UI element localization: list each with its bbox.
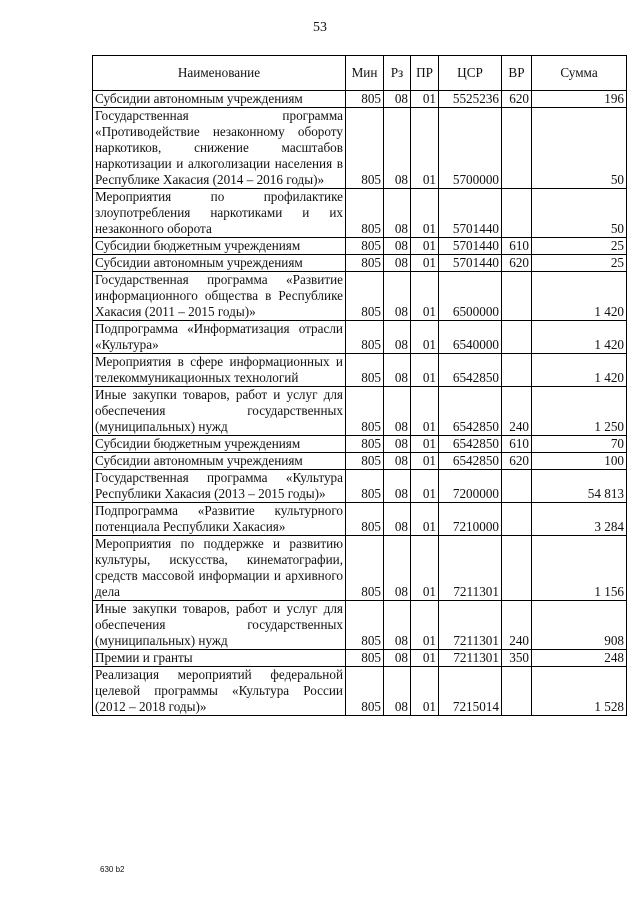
cell-vr: 620 [502,91,532,108]
cell-pr: 01 [411,387,439,436]
table-row [93,354,627,387]
cell-rz: 08 [384,436,411,453]
header-sum: Сумма [532,56,627,91]
cell-name: Государственная программа «Культура Республики Хакасия (2013 – 2015 годы)» [93,470,346,503]
cell-sum: 1 528 [532,667,627,716]
cell-pr: 01 [411,601,439,650]
cell-min: 805 [346,436,384,453]
cell-rz: 08 [384,470,411,503]
cell-rz: 08 [384,667,411,716]
cell-csr: 7211301 [439,536,502,601]
header-min: Мин [346,56,384,91]
cell-csr: 5701440 [439,238,502,255]
table-row [93,255,627,272]
cell-name: Мероприятия по поддержке и развитию культуры, искусства, кинематографии, средств массовой информации и архивного дела [93,536,346,601]
cell-pr: 01 [411,255,439,272]
cell-name: Субсидии автономным учреждениям [93,255,346,272]
cell-pr: 01 [411,453,439,470]
page-number: 53 [313,20,327,35]
table-body [93,91,627,716]
cell-vr [502,536,532,601]
cell-sum: 25 [532,255,627,272]
cell-rz: 08 [384,650,411,667]
cell-name: Субсидии бюджетным учреждениям [93,436,346,453]
cell-csr: 7211301 [439,650,502,667]
cell-min: 805 [346,255,384,272]
table-row [93,536,627,601]
cell-pr: 01 [411,503,439,536]
header-vr: ВР [502,56,532,91]
cell-min: 805 [346,189,384,238]
cell-min: 805 [346,108,384,189]
cell-min: 805 [346,238,384,255]
table-row [93,453,627,470]
cell-name: Премии и гранты [93,650,346,667]
table-row [93,91,627,108]
cell-pr: 01 [411,536,439,601]
table-header-row [93,56,627,91]
cell-sum: 1 420 [532,354,627,387]
table-row [93,601,627,650]
cell-name: Государственная программа «Развитие информационного общества в Республике Хакасия (2011 – 2015 годы)» [93,272,346,321]
cell-rz: 08 [384,272,411,321]
cell-pr: 01 [411,650,439,667]
cell-min: 805 [346,503,384,536]
cell-csr: 7215014 [439,667,502,716]
cell-pr: 01 [411,354,439,387]
cell-vr [502,321,532,354]
cell-sum: 1 420 [532,321,627,354]
cell-csr: 5700000 [439,108,502,189]
cell-csr: 7211301 [439,601,502,650]
cell-pr: 01 [411,238,439,255]
cell-rz: 08 [384,387,411,436]
cell-pr: 01 [411,272,439,321]
cell-pr: 01 [411,108,439,189]
table-row [93,436,627,453]
cell-min: 805 [346,650,384,667]
cell-name: Субсидии автономным учреждениям [93,91,346,108]
cell-vr: 350 [502,650,532,667]
cell-rz: 08 [384,321,411,354]
budget-table [92,55,627,716]
cell-rz: 08 [384,238,411,255]
header-rz: Рз [384,56,411,91]
cell-min: 805 [346,354,384,387]
cell-name: Иные закупки товаров, работ и услуг для обеспечения государственных (муниципальных) нужд [93,601,346,650]
cell-name: Реализация мероприятий федеральной целевой программы «Культура России (2012 – 2018 годы)» [93,667,346,716]
cell-sum: 70 [532,436,627,453]
cell-rz: 08 [384,503,411,536]
cell-rz: 08 [384,108,411,189]
cell-rz: 08 [384,601,411,650]
cell-vr [502,503,532,536]
cell-min: 805 [346,667,384,716]
table-row [93,503,627,536]
table-row [93,272,627,321]
cell-csr: 5701440 [439,255,502,272]
cell-sum: 908 [532,601,627,650]
cell-rz: 08 [384,255,411,272]
cell-name: Иные закупки товаров, работ и услуг для обеспечения государственных (муниципальных) нужд [93,387,346,436]
cell-vr: 620 [502,255,532,272]
cell-csr: 7200000 [439,470,502,503]
cell-min: 805 [346,387,384,436]
cell-sum: 54 813 [532,470,627,503]
cell-sum: 50 [532,189,627,238]
cell-min: 805 [346,536,384,601]
cell-vr: 610 [502,436,532,453]
cell-csr: 7210000 [439,503,502,536]
cell-csr: 6542850 [439,354,502,387]
cell-sum: 50 [532,108,627,189]
cell-csr: 6542850 [439,453,502,470]
table-row [93,321,627,354]
cell-name: Мероприятия в сфере информационных и телекоммуникационных технологий [93,354,346,387]
cell-name: Субсидии автономным учреждениям [93,453,346,470]
cell-min: 805 [346,470,384,503]
table-row [93,667,627,716]
cell-pr: 01 [411,321,439,354]
table-row [93,650,627,667]
cell-vr: 610 [502,238,532,255]
table-row [93,189,627,238]
table-row [93,108,627,189]
cell-csr: 6540000 [439,321,502,354]
cell-name: Мероприятия по профилактике злоупотребления наркотиками и их незаконного оборота [93,189,346,238]
cell-vr [502,108,532,189]
cell-pr: 01 [411,189,439,238]
cell-name: Государственная программа «Противодействие незаконному обороту наркотиков, снижение масштабов наркотизации и алкоголизации населения в Республике Хакасия (2014 – 2016 годы)» [93,108,346,189]
cell-min: 805 [346,91,384,108]
cell-vr: 240 [502,387,532,436]
cell-min: 805 [346,601,384,650]
cell-sum: 25 [532,238,627,255]
cell-rz: 08 [384,536,411,601]
cell-vr: 620 [502,453,532,470]
cell-name: Субсидии бюджетным учреждениям [93,238,346,255]
table-row [93,238,627,255]
cell-sum: 1 156 [532,536,627,601]
cell-csr: 6500000 [439,272,502,321]
table-row [93,470,627,503]
footer-code: 630 b2 [100,865,125,874]
cell-sum: 196 [532,91,627,108]
cell-rz: 08 [384,354,411,387]
cell-rz: 08 [384,189,411,238]
cell-min: 805 [346,272,384,321]
cell-name: Подпрограмма «Развитие культурного потенциала Республики Хакасия» [93,503,346,536]
header-pr: ПР [411,56,439,91]
cell-csr: 5525236 [439,91,502,108]
cell-sum: 100 [532,453,627,470]
cell-sum: 1 420 [532,272,627,321]
cell-pr: 01 [411,436,439,453]
cell-sum: 1 250 [532,387,627,436]
cell-pr: 01 [411,470,439,503]
cell-min: 805 [346,321,384,354]
cell-sum: 3 284 [532,503,627,536]
cell-vr [502,354,532,387]
cell-rz: 08 [384,91,411,108]
cell-pr: 01 [411,91,439,108]
cell-csr: 5701440 [439,189,502,238]
cell-rz: 08 [384,453,411,470]
table-row [93,387,627,436]
cell-csr: 6542850 [439,387,502,436]
cell-vr [502,667,532,716]
cell-vr [502,470,532,503]
cell-name: Подпрограмма «Информатизация отрасли «Культура» [93,321,346,354]
cell-vr: 240 [502,601,532,650]
cell-sum: 248 [532,650,627,667]
header-csr: ЦСР [439,56,502,91]
cell-vr [502,189,532,238]
cell-pr: 01 [411,667,439,716]
header-name: Наименование [93,56,346,91]
cell-vr [502,272,532,321]
cell-min: 805 [346,453,384,470]
cell-csr: 6542850 [439,436,502,453]
